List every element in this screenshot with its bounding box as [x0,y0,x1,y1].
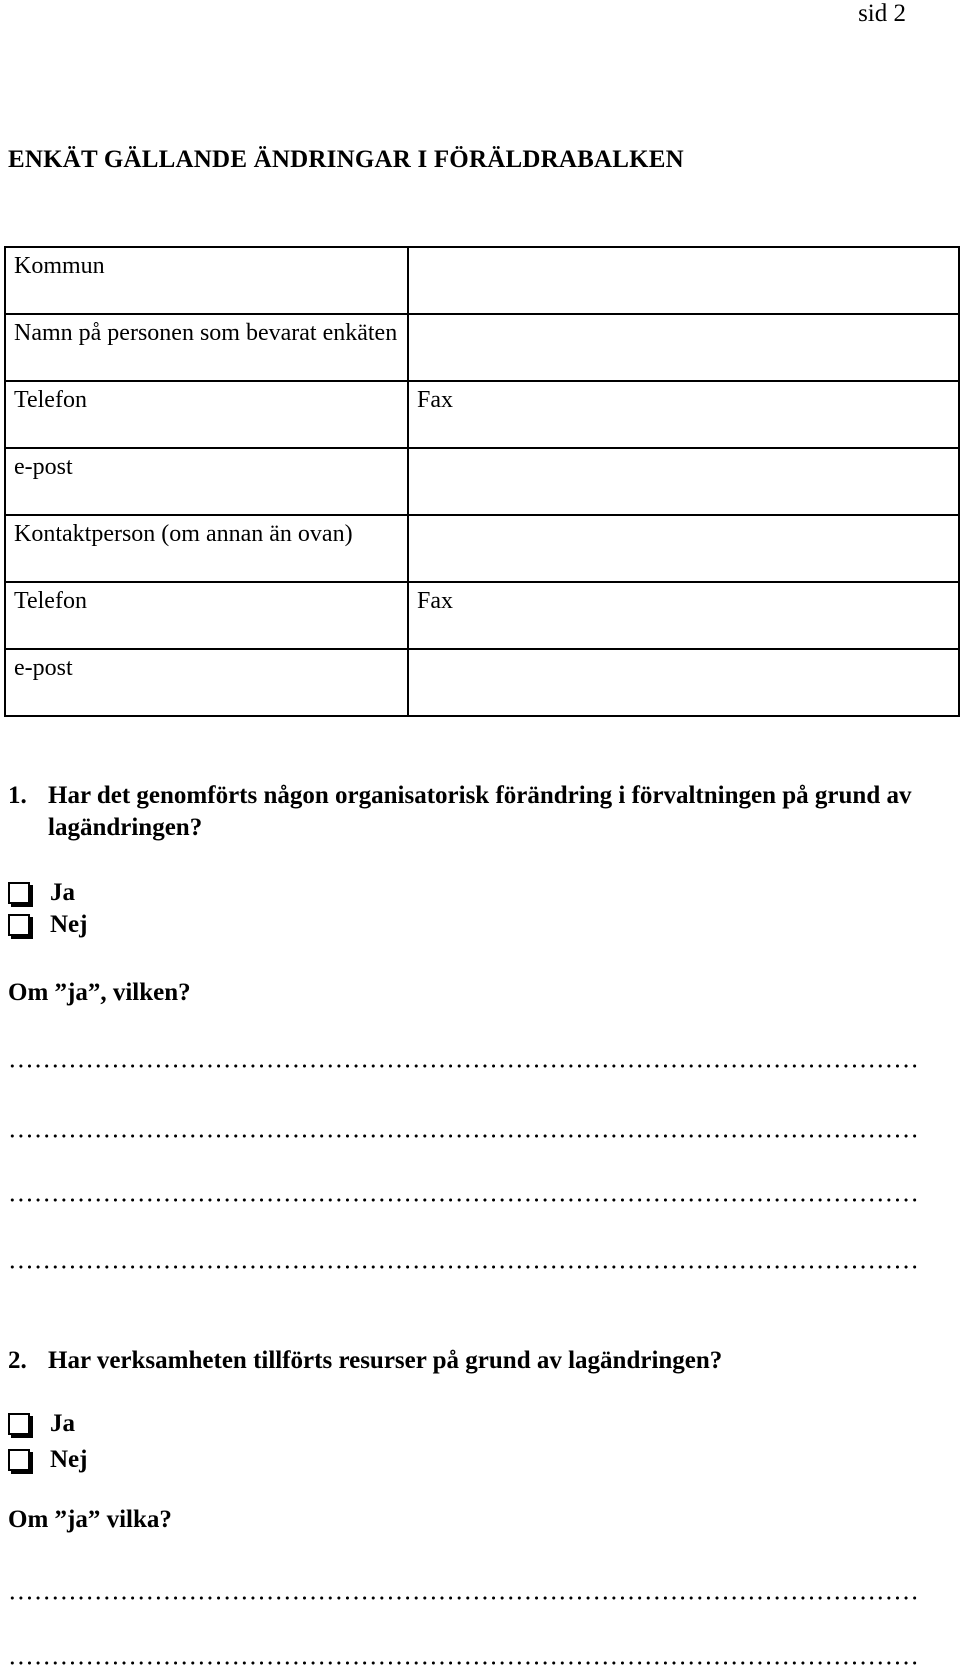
answer-line[interactable] [8,1265,920,1269]
question-number: 2. [8,1347,27,1374]
field-input-kommun[interactable] [408,247,959,314]
contact-info-table [4,246,960,717]
option-ja[interactable] [8,1410,75,1438]
checkbox-icon[interactable] [8,1413,30,1435]
field-label-contact-telefon: Telefon [5,582,408,649]
option-nej[interactable] [8,1446,87,1474]
field-input-contact-person[interactable] [408,515,959,582]
field-label-contact-person: Kontaktperson (om annan än ovan) [5,515,408,582]
option-label: Nej [50,911,88,938]
answer-line[interactable] [8,1596,920,1600]
table-row [5,649,959,716]
field-label-respondent-name: Namn på personen som bevarat enkäten [5,314,408,381]
table-row [5,247,959,314]
table-row [5,314,959,381]
field-input-fax[interactable]: Fax [408,381,959,448]
answer-line[interactable] [8,1198,920,1202]
followup-question: Om ”ja” vilka? [8,1506,172,1533]
field-input-epost[interactable] [408,448,959,515]
document-title: ENKÄT GÄLLANDE ÄNDRINGAR I FÖRÄLDRABALKEN [8,146,684,173]
table-row [5,448,959,515]
checkbox-icon[interactable] [8,914,30,936]
field-label-contact-epost: e-post [5,649,408,716]
checkbox-icon[interactable] [8,882,30,904]
answer-line[interactable] [8,1661,920,1665]
question-text: Har det genomförts någon organisatorisk förändring i förvaltningen på grund av lagändringen? [48,782,912,841]
question-text: Har verksamheten tillförts resurser på grund av lagändringen? [48,1347,723,1374]
option-label: Ja [50,879,75,906]
field-input-respondent-name[interactable] [408,314,959,381]
answer-line[interactable] [8,1064,920,1068]
table-row [5,515,959,582]
question-2 [8,1345,920,1377]
page-number: sid 2 [858,0,906,27]
field-label-kommun: Kommun [5,247,408,314]
table-row [5,381,959,448]
option-nej[interactable] [8,911,87,939]
question-number: 1. [8,782,27,809]
field-input-contact-epost[interactable] [408,649,959,716]
question-1 [8,780,920,844]
field-label-epost: e-post [5,448,408,515]
option-label: Ja [50,1410,75,1437]
option-label: Nej [50,1446,88,1473]
followup-question: Om ”ja”, vilken? [8,979,191,1006]
answer-line[interactable] [8,1134,920,1138]
option-ja[interactable] [8,879,75,907]
checkbox-icon[interactable] [8,1449,30,1471]
table-row [5,582,959,649]
field-input-contact-fax[interactable]: Fax [408,582,959,649]
field-label-telefon: Telefon [5,381,408,448]
